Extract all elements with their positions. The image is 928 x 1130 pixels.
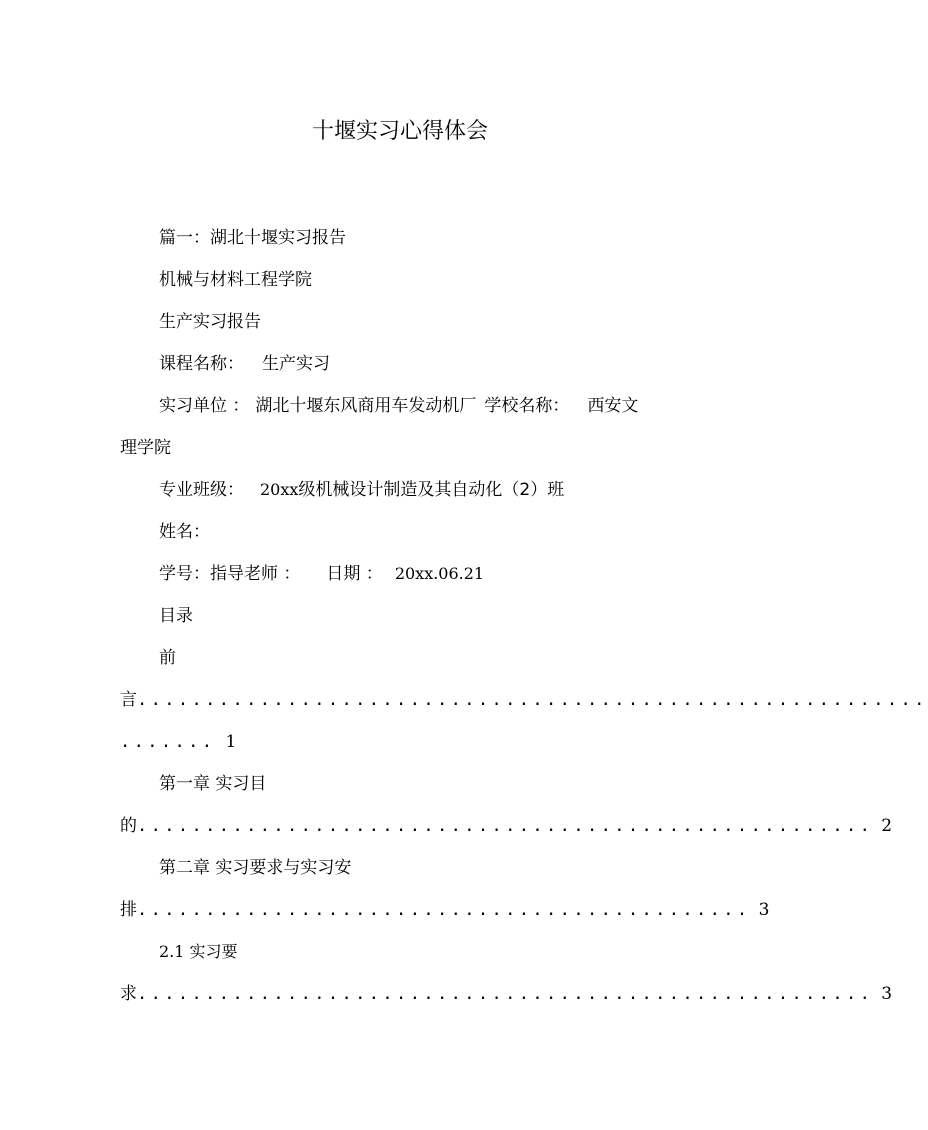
toc-s21-label: 2.1 实习要 xyxy=(159,942,238,961)
report-type-line: 生产实习报告 xyxy=(159,312,261,332)
college-line: 机械与材料工程学院 xyxy=(159,270,312,290)
unit-line xyxy=(159,394,638,418)
toc-s21-start xyxy=(159,940,238,964)
school-value-end: 理学院 xyxy=(120,438,171,458)
date-value: 20xx.06.21 xyxy=(394,564,485,583)
toc-ch1-page: 2 xyxy=(881,816,893,836)
toc-ch2-start: 第二章 实习要求与实习安 xyxy=(159,858,352,878)
class-label: 专业班级： xyxy=(159,480,244,500)
unit-value: 湖北十堰东风商用车发动机厂 xyxy=(255,396,477,416)
toc-preface-leader: .......................................................... xyxy=(137,690,928,710)
toc-ch2-row xyxy=(120,898,769,922)
toc-preface-leader-2: ....... xyxy=(120,732,216,752)
toc-ch1-end: 的 xyxy=(120,816,137,836)
class-year: 20xx xyxy=(260,480,299,499)
date-label: 日期 ： xyxy=(326,564,383,584)
toc-ch1-start: 第一章 实习目 xyxy=(159,774,267,794)
toc-s21-page: 3 xyxy=(881,984,893,1004)
school-value-start: 西安文 xyxy=(587,396,639,416)
class-value: 级机械设计制造及其自动化（2）班 xyxy=(298,480,565,500)
unit-label: 实习单位 ： xyxy=(159,396,250,416)
course-line xyxy=(159,352,330,376)
course-value: 生产实习 xyxy=(262,354,330,374)
toc-s21-end: 求 xyxy=(120,984,137,1004)
document-title: 十堰实习心得体会 xyxy=(311,119,488,144)
toc-s21-leader: ...................................................... xyxy=(137,984,874,1004)
toc-ch2-end: 排 xyxy=(120,900,137,920)
toc-preface-end: 言 xyxy=(120,690,137,710)
toc-heading: 目录 xyxy=(159,606,193,626)
toc-ch1-leader: ...................................................... xyxy=(137,816,874,836)
school-label: 学校名称： xyxy=(484,396,570,416)
id-line xyxy=(159,562,484,586)
toc-s21-row xyxy=(120,982,892,1006)
toc-preface-row xyxy=(120,688,928,712)
toc-ch1-row xyxy=(120,814,892,838)
course-label: 课程名称： xyxy=(159,354,244,374)
advisor-label: 指导老师 ： xyxy=(210,564,301,584)
toc-preface-row-2 xyxy=(120,730,236,754)
id-label: 学号： xyxy=(159,564,210,584)
toc-ch2-leader: ............................................. xyxy=(137,900,751,920)
toc-ch2-page: 3 xyxy=(758,900,770,920)
name-line: 姓名： xyxy=(159,522,210,542)
class-line xyxy=(159,478,564,502)
toc-preface-start: 前 xyxy=(159,648,176,668)
part-heading: 篇一：湖北十堰实习报告 xyxy=(159,228,346,248)
toc-preface-page: 1 xyxy=(225,732,237,752)
